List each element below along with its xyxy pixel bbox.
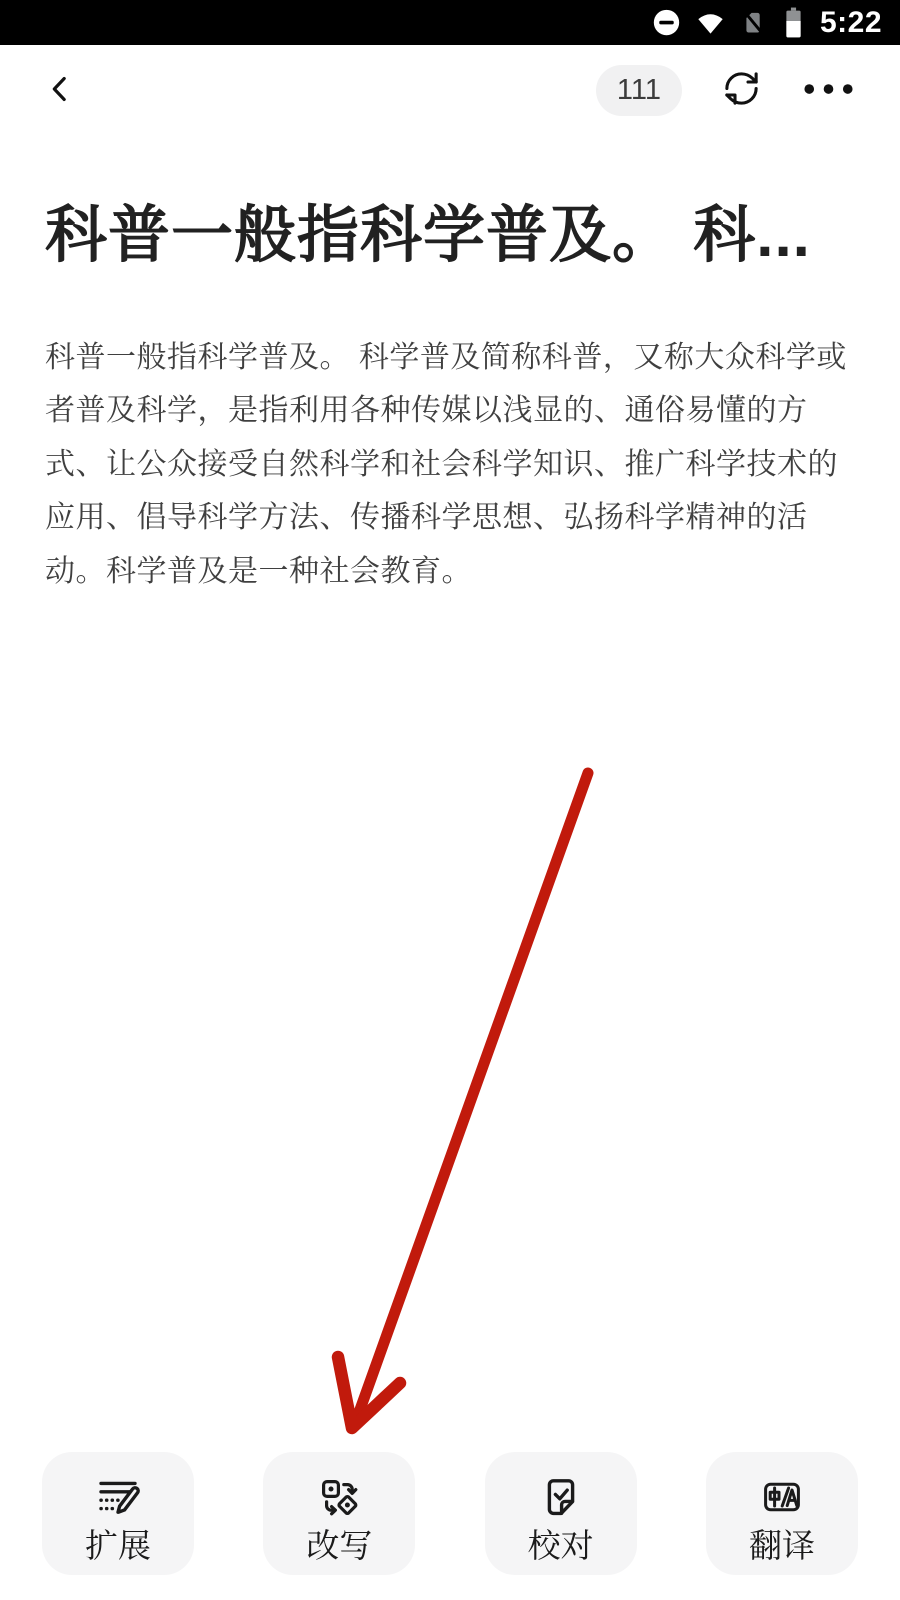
back-button[interactable] (42, 71, 78, 110)
proofread-button[interactable] (485, 1452, 637, 1575)
proofread-check-icon (537, 1472, 585, 1522)
expand-button-label: 扩展 (85, 1526, 151, 1564)
proofread-button-label: 校对 (527, 1526, 594, 1564)
expand-button[interactable] (42, 1452, 194, 1575)
rewrite-button[interactable] (263, 1452, 415, 1575)
expand-write-icon (94, 1472, 142, 1522)
status-time: 5:22 (819, 5, 882, 39)
note-content (0, 135, 900, 598)
status-bar (0, 0, 900, 45)
more-dots-icon (801, 74, 856, 107)
rewrite-transform-icon (315, 1472, 363, 1522)
no-sim-icon (740, 8, 767, 37)
translate-icon (758, 1472, 806, 1522)
note-title[interactable]: 科普一般指科学普及。 科... (45, 201, 811, 270)
more-options-button[interactable] (801, 74, 856, 107)
translate-button-label: 翻译 (748, 1526, 815, 1564)
wifi-icon (695, 8, 726, 37)
nav-bar (0, 45, 900, 135)
note-body[interactable]: 科普一般指科学普及。 科学普及简称科普，又称大众科学或者普及科学，是指利用各种传媒以浅显的、通俗易懂的方式、让公众接受自然科学和社会科学知识、推广科学技术的应用、倡导科学方法、传播科学思想、弘扬科学精神的活动。科学普及是一种社会教育。 (45, 340, 847, 588)
refresh-button[interactable] (722, 69, 761, 111)
word-count-badge: 111 (596, 65, 682, 116)
translate-button[interactable] (706, 1452, 858, 1575)
chevron-left-icon (42, 71, 78, 110)
refresh-icon (722, 69, 761, 111)
annotation-arrow-shape (338, 773, 588, 1428)
do-not-disturb-icon (652, 8, 681, 37)
battery-icon (781, 6, 806, 39)
rewrite-button-label: 改写 (306, 1526, 373, 1564)
ai-actions-toolbar (0, 1452, 900, 1575)
